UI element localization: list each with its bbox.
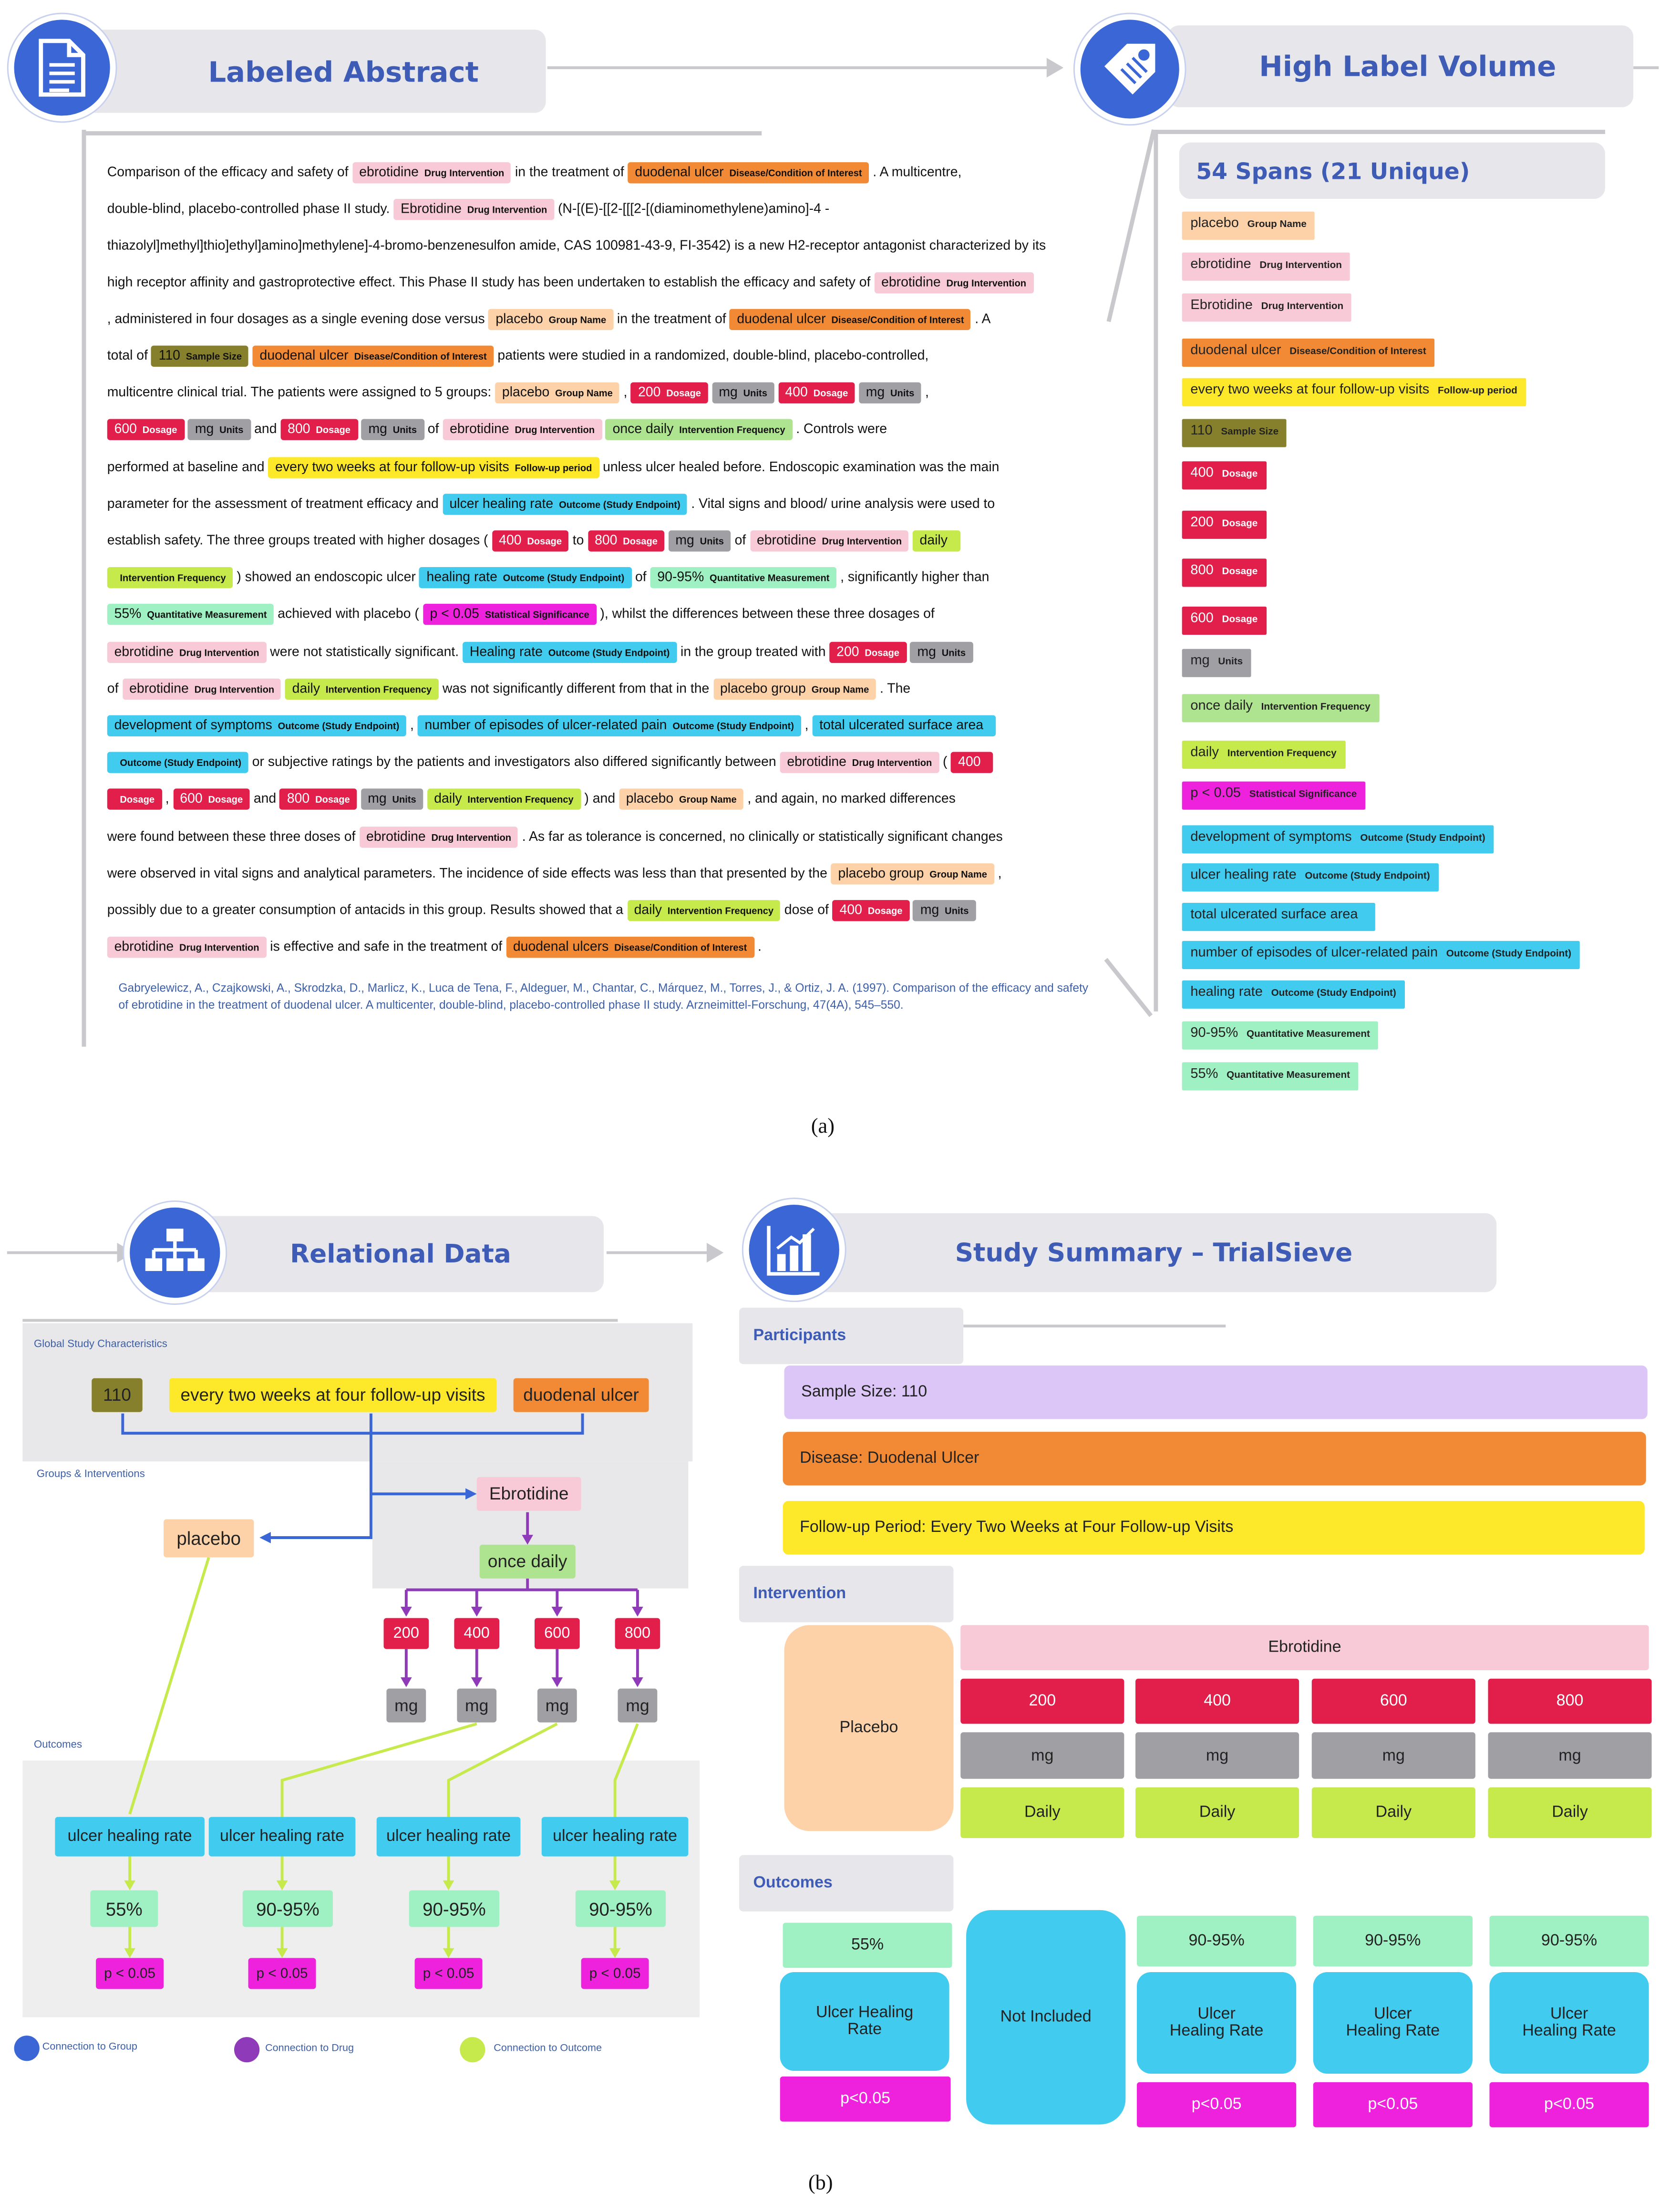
pvalue-node: p < 0.05 xyxy=(248,1958,316,1989)
span-text: number of episodes of ulcer-related pain xyxy=(1190,945,1438,961)
span-label: Dosage xyxy=(813,389,848,400)
span-text: placebo group xyxy=(720,681,806,697)
abstract-text-run: parameter for the assessment of treatment efficacy and xyxy=(107,496,443,512)
summary-dose-value: 90-95% xyxy=(1313,1916,1473,1966)
caption-b: (b) xyxy=(808,2172,833,2195)
abstract-text-run: , administered in four dosages as a single evening dose versus xyxy=(107,311,489,327)
relational-data-header: Relational Data xyxy=(197,1216,604,1292)
abstract-text-run: . The xyxy=(876,681,911,697)
caption-a: (a) xyxy=(811,1116,835,1138)
span-text: every two weeks at four follow-up visits xyxy=(275,459,509,475)
span-label: Quantitative Measurement xyxy=(147,611,267,621)
span-label: Disease/Condition of Interest xyxy=(354,352,487,363)
abstract-text-run: or subjective ratings by the patients and investigators also differed significantly between xyxy=(248,755,780,771)
abstract-text-run: , xyxy=(161,792,173,808)
abstract-text-run: were not statistically significant. xyxy=(266,644,463,660)
abstract-text-run: of xyxy=(731,533,750,549)
summary-unit: mg xyxy=(960,1732,1124,1779)
span-label: Outcome (Study Endpoint) xyxy=(548,648,670,659)
summary-frequency: Daily xyxy=(960,1788,1124,1838)
span-text: placebo xyxy=(626,792,674,808)
legend-drug: Connection to Drug xyxy=(265,2041,354,2054)
span-label: Quantitative Measurement xyxy=(1227,1070,1350,1081)
span-label: Dosage xyxy=(1222,519,1258,529)
measure-node: 90-95% xyxy=(409,1890,499,1927)
abstract-text-run: possibly due to a greater consumption of antacids in this group. Results showed that a xyxy=(107,903,627,919)
span-label: Drug Intervention xyxy=(194,685,275,695)
global-followup: every two weeks at four follow-up visits xyxy=(169,1378,496,1412)
high-label-volume-header: High Label Volume xyxy=(1168,25,1633,107)
abstract-text-run: were observed in vital signs and analytical parameters. The incidence of side effects was less than that presented by the xyxy=(107,866,831,882)
measure-node: 55% xyxy=(90,1890,158,1927)
summary-placebo-outcome: Ulcer Healing Rate xyxy=(780,1972,949,2071)
span-label: Drug Intervention xyxy=(431,833,512,843)
section-label-global: Global Study Characteristics xyxy=(33,1337,167,1350)
dose-node: 200 xyxy=(384,1618,429,1649)
abstract-text-run: achieved with placebo ( xyxy=(274,607,423,623)
abstract-text-run: establish safety. The three groups treated with higher dosages ( xyxy=(107,533,492,549)
span-label: Units xyxy=(392,796,416,806)
span-label: Intervention Frequency xyxy=(1227,749,1337,759)
span-text: placebo xyxy=(495,311,543,327)
outcomes-label: Outcomes xyxy=(739,1855,954,1912)
span-label: Outcome (Study Endpoint) xyxy=(672,722,794,733)
span-label: Dosage xyxy=(623,537,658,548)
span-text: 200 xyxy=(1190,515,1214,531)
span-text: ebrotidine xyxy=(359,165,419,181)
span-label: Drug Intervention xyxy=(1261,301,1344,312)
summary-sample-size: Sample Size: 110 xyxy=(784,1365,1648,1419)
span-text: ebrotidine xyxy=(787,755,846,771)
span-label: Drug Intervention xyxy=(946,279,1027,289)
span-label: Outcome (Study Endpoint) xyxy=(503,574,625,585)
span-text: duodenal ulcer xyxy=(635,165,724,181)
abstract-text-run: , xyxy=(619,385,631,401)
span-label: Units xyxy=(700,537,724,548)
span-label: Dosage xyxy=(315,796,350,806)
abstract-text-run: thiazolyl]methyl]thio]ethyl]amino]methylene]-4-bromo-benzenesulfon amide, CAS 100981-43-9, FI-3542) is a new H2-receptor antagonist characterized by its xyxy=(107,239,1046,255)
span-label: Follow-up period xyxy=(1438,386,1517,397)
span-label: Outcome (Study Endpoint) xyxy=(120,759,242,769)
span-text: 110 xyxy=(158,348,180,364)
span-text: development of symptoms xyxy=(114,718,272,734)
abstract-text-run: . A xyxy=(971,311,991,327)
span-label: Drug Intervention xyxy=(424,169,505,179)
span-label: Drug Intervention xyxy=(822,537,902,548)
span-text: duodenal ulcer xyxy=(1190,342,1281,359)
summary-dose-outcome: Ulcer Healing Rate xyxy=(1313,1972,1473,2074)
span-label: Dosage xyxy=(865,648,900,659)
span-label: Intervention Frequency xyxy=(1261,702,1371,713)
span-text: 800 xyxy=(1190,563,1214,579)
abstract-text-run: ( xyxy=(939,755,951,771)
abstract-text-run: in the group treated with xyxy=(677,644,830,660)
span-label: Dosage xyxy=(666,389,701,400)
span-label: Outcome (Study Endpoint) xyxy=(1446,949,1572,960)
section-label-groups: Groups & Interventions xyxy=(36,1467,145,1480)
span-label: Intervention Frequency xyxy=(120,574,226,585)
intervention-label: Intervention xyxy=(739,1566,954,1622)
span-text: ebrotidine xyxy=(1190,257,1251,272)
summary-frequency: Daily xyxy=(1488,1788,1651,1838)
span-text: ebrotidine xyxy=(756,533,816,549)
span-label: Sample Size xyxy=(186,352,242,363)
span-text: 400 xyxy=(499,533,522,549)
labeled-abstract-header: Labeled Abstract xyxy=(84,30,546,113)
span-text: ebrotidine xyxy=(114,940,174,956)
global-sample-size: 110 xyxy=(92,1378,142,1412)
span-text: mg xyxy=(675,533,694,549)
abstract-text-run: high receptor affinity and gastroprotective effect. This Phase II study has been undertaken to establish the efficacy and safety of xyxy=(107,274,875,290)
span-text: daily xyxy=(1190,744,1219,761)
section-label-outcomes: Outcomes xyxy=(33,1738,82,1751)
span-label: Dosage xyxy=(316,426,351,437)
abstract-text-run: of xyxy=(631,570,650,586)
abstract-text-run: ), whilst the differences between these three dosages of xyxy=(596,607,935,623)
span-text: 55% xyxy=(114,607,142,623)
legend-outcome: Connection to Outcome xyxy=(494,2041,602,2054)
span-text: daily xyxy=(434,792,462,808)
span-text: p < 0.05 xyxy=(430,607,479,623)
abstract-text-run: , significantly higher than xyxy=(836,570,990,586)
abstract-text-run: Comparison of the efficacy and safety of xyxy=(107,165,352,181)
measure-node: 90-95% xyxy=(576,1890,666,1927)
abstract-text-run: to xyxy=(568,533,588,549)
abstract-text-run: is effective and safe in the treatment of xyxy=(266,940,506,956)
span-label: Quantitative Measurement xyxy=(710,574,830,585)
span-text: Healing rate xyxy=(469,644,543,660)
unit-node: mg xyxy=(537,1688,577,1722)
span-label: Intervention Frequency xyxy=(467,796,574,806)
summary-followup: Follow-up Period: Every Two Weeks at Four Follow-up Visits xyxy=(783,1501,1645,1554)
span-label: Group Name xyxy=(929,870,987,880)
span-text: total ulcerated surface area xyxy=(1190,907,1358,923)
abstract-text-run: . As far as tolerance is concerned, no clinically or statistically significant changes xyxy=(518,829,1003,845)
span-text: every two weeks at four follow-up visits xyxy=(1190,382,1430,398)
span-label: Units xyxy=(890,389,915,400)
abstract-text-run: , xyxy=(801,718,813,734)
span-text: 55% xyxy=(1190,1066,1218,1082)
span-label: Drug Intervention xyxy=(179,944,259,954)
abstract-text-run: . Vital signs and blood/ urine analysis were used to xyxy=(687,496,995,512)
span-text: 400 xyxy=(958,755,981,771)
span-text: mg xyxy=(920,903,939,919)
drug-node: Ebrotidine xyxy=(477,1477,581,1511)
span-label: Outcome (Study Endpoint) xyxy=(1271,989,1396,999)
dose-node: 800 xyxy=(615,1618,660,1649)
span-text: 600 xyxy=(1190,610,1214,627)
pvalue-node: p < 0.05 xyxy=(415,1958,483,1989)
span-text: once daily xyxy=(612,422,674,438)
summary-unit: mg xyxy=(1312,1732,1475,1779)
summary-disease: Disease: Duodenal Ulcer xyxy=(783,1432,1646,1485)
summary-dose: 800 xyxy=(1488,1679,1651,1724)
span-label: Outcome (Study Endpoint) xyxy=(559,500,680,511)
span-text: ulcer healing rate xyxy=(1190,868,1297,883)
span-text: mg xyxy=(1190,653,1210,669)
span-text: duodenal ulcer xyxy=(259,348,349,364)
abstract-text-run: and xyxy=(250,422,281,438)
span-label: Intervention Frequency xyxy=(679,426,785,437)
span-label: Outcome (Study Endpoint) xyxy=(1305,871,1430,882)
citation: Gabryelewicz, A., Czajkowski, A., Skrodzka, D., Marlicz, K., Luca de Tena, F., Aldeguer, M., Chantar, C., Márquez, M., Torres, J., & Ortiz, J. A. (1997). Comparison of the efficacy and safety of ebrotidine in the treatment of duodenal ulcer. A multicenter, double-blind, placebo-controlled phase II study. Arzneimittel-Forschung, 47(4A), 545–550. xyxy=(118,980,1089,1012)
legend-dot-drug xyxy=(234,2037,259,2062)
abstract-text-run: multicentre clinical trial. The patients were assigned to 5 groups: xyxy=(107,385,495,401)
pvalue-node: p < 0.05 xyxy=(581,1958,649,1989)
span-text: 800 xyxy=(288,422,310,438)
abstract-text-run: were found between these three doses of xyxy=(107,829,360,845)
span-text: number of episodes of ulcer-related pain xyxy=(424,718,667,734)
span-label: Drug Intervention xyxy=(515,426,595,437)
span-text: 800 xyxy=(595,533,618,549)
global-disease: duodenal ulcer xyxy=(514,1378,649,1412)
summary-dose-value: 90-95% xyxy=(1489,1916,1649,1966)
abstract-text-run: patients were studied in a randomized, double-blind, placebo-controlled, xyxy=(494,348,929,364)
span-label: Dosage xyxy=(867,907,903,917)
measure-node: 90-95% xyxy=(243,1890,333,1927)
abstract-text-run: , and again, no marked differences xyxy=(743,792,956,808)
summary-dose-outcome: Ulcer Healing Rate xyxy=(1137,1972,1296,2074)
span-label: Drug Intervention xyxy=(467,206,547,217)
abstract-text-run: (N-[(E)-[[2-[[[2-[(diaminomethylene)amino]-4 - xyxy=(554,202,830,218)
frequency-node: once daily xyxy=(480,1545,576,1579)
span-text: daily xyxy=(292,681,320,697)
summary-dose-p: p<0.05 xyxy=(1313,2082,1473,2128)
span-label: Statistical Significance xyxy=(485,611,589,621)
span-label: Units xyxy=(945,907,969,917)
summary-placebo-p: p<0.05 xyxy=(780,2077,951,2122)
summary-unit: mg xyxy=(1135,1732,1299,1779)
span-text: ebrotidine xyxy=(881,274,941,290)
span-text: mg xyxy=(917,644,936,660)
span-text: daily xyxy=(634,903,662,919)
span-text: mg xyxy=(866,385,885,401)
span-label: Units xyxy=(941,648,966,659)
abstract-text-run: performed at baseline and xyxy=(107,459,268,475)
span-text: ebrotidine xyxy=(366,829,426,845)
span-text: p < 0.05 xyxy=(1190,786,1241,802)
span-label: Units xyxy=(392,426,417,437)
summary-drug: Ebrotidine xyxy=(960,1625,1649,1670)
span-text: healing rate xyxy=(426,570,497,586)
summary-dose-p: p<0.05 xyxy=(1489,2082,1649,2128)
outcome-node: ulcer healing rate xyxy=(377,1817,521,1857)
span-text: 400 xyxy=(785,385,808,401)
span-text: 400 xyxy=(1190,465,1214,481)
unit-node: mg xyxy=(618,1688,658,1722)
abstract-text-run: , xyxy=(406,718,418,734)
span-label: Outcome (Study Endpoint) xyxy=(278,722,400,733)
abstract-text-run: ) and xyxy=(580,792,619,808)
summary-frequency: Daily xyxy=(1135,1788,1299,1838)
span-text: placebo group xyxy=(838,866,924,882)
abstract-text-run: and xyxy=(249,792,280,808)
span-text: duodenal ulcer xyxy=(737,311,826,327)
span-text: 90-95% xyxy=(1190,1025,1238,1041)
span-label: Dosage xyxy=(1222,567,1258,577)
span-text: 600 xyxy=(114,422,137,438)
summary-unit: mg xyxy=(1488,1732,1651,1779)
abstract-text-run: total of xyxy=(107,348,152,364)
span-label: Intervention Frequency xyxy=(667,907,774,917)
span-text: 800 xyxy=(287,792,310,808)
summary-dose-value: 90-95% xyxy=(1137,1916,1296,1966)
span-text: mg xyxy=(195,422,214,438)
span-label: Dosage xyxy=(142,426,177,437)
summary-placebo-value: 55% xyxy=(783,1923,952,1968)
span-label: Units xyxy=(743,389,767,400)
span-text: placebo xyxy=(502,385,550,401)
summary-not-included: Not Included xyxy=(966,1910,1125,2125)
span-label: Dosage xyxy=(527,537,562,548)
span-text: ebrotidine xyxy=(129,681,189,697)
span-text: Ebrotidine xyxy=(1190,298,1253,313)
span-text: 110 xyxy=(1190,423,1213,439)
summary-dose-outcome: Ulcer Healing Rate xyxy=(1489,1972,1649,2074)
span-text: development of symptoms xyxy=(1190,829,1352,845)
abstract-text-run: double-blind, placebo-controlled phase II study. xyxy=(107,202,394,218)
summary-frequency: Daily xyxy=(1312,1788,1475,1838)
span-label: Intervention Frequency xyxy=(325,685,432,695)
span-text: once daily xyxy=(1190,698,1253,714)
participants-label: Participants xyxy=(739,1308,963,1364)
abstract-text-run: of xyxy=(423,422,443,438)
span-label: Dosage xyxy=(1222,615,1258,625)
span-text: placebo xyxy=(1190,216,1239,232)
span-text: ulcer healing rate xyxy=(449,496,554,512)
span-label: Dosage xyxy=(208,796,243,806)
span-label: Dosage xyxy=(120,796,155,806)
span-label: Drug Intervention xyxy=(852,759,932,769)
pvalue-node: p < 0.05 xyxy=(96,1958,164,1989)
abstract-text-run: unless ulcer healed before. Endoscopic examination was the main xyxy=(599,459,1000,475)
unit-node: mg xyxy=(457,1688,496,1722)
span-label: Drug Intervention xyxy=(179,648,259,659)
abstract-text-run: , xyxy=(921,385,929,401)
abstract-text-run: ) showed an endoscopic ulcer xyxy=(233,570,420,586)
span-text: 200 xyxy=(836,644,859,660)
span-label: Dosage xyxy=(1222,469,1258,480)
span-label: Disease/Condition of Interest xyxy=(831,315,964,326)
legend-group: Connection to Group xyxy=(42,2039,137,2053)
abstract-text-run: in the treatment of xyxy=(511,165,628,181)
outcome-node: ulcer healing rate xyxy=(55,1817,205,1857)
span-label: Disease/Condition of Interest xyxy=(729,169,862,179)
placebo-node: placebo xyxy=(164,1519,254,1558)
summary-placebo: Placebo xyxy=(784,1625,954,1831)
study-summary-header: Study Summary – TrialSieve xyxy=(811,1213,1496,1292)
span-text: duodenal ulcers xyxy=(513,940,609,956)
legend-dot-outcome xyxy=(460,2037,485,2062)
span-text: daily xyxy=(919,533,948,549)
outcome-node: ulcer healing rate xyxy=(542,1817,689,1857)
span-label: Sample Size xyxy=(1221,427,1279,437)
span-count-header: 54 Spans (21 Unique) xyxy=(1179,143,1605,199)
span-label: Group Name xyxy=(679,796,737,806)
span-text: ebrotidine xyxy=(114,644,174,660)
abstract-text-run: . A multicentre, xyxy=(869,165,962,181)
span-label: Outcome (Study Endpoint) xyxy=(1360,834,1485,844)
span-label: Drug Intervention xyxy=(1259,261,1342,271)
summary-dose: 200 xyxy=(960,1679,1124,1724)
outcome-node: ulcer healing rate xyxy=(209,1817,356,1857)
span-text: mg xyxy=(719,385,738,401)
span-label: Statistical Significance xyxy=(1249,790,1357,800)
span-text: 600 xyxy=(180,792,203,808)
abstract-text-run: . xyxy=(754,940,762,956)
span-label: Group Name xyxy=(555,389,613,400)
summary-dose-p: p<0.05 xyxy=(1137,2082,1296,2128)
span-text: total ulcerated surface area xyxy=(819,718,984,734)
span-label: Follow-up period xyxy=(515,464,592,474)
span-text: 400 xyxy=(839,903,862,919)
summary-dose: 400 xyxy=(1135,1679,1299,1724)
span-label: Group Name xyxy=(1247,220,1307,230)
frame-line xyxy=(963,1324,1226,1327)
span-text: 90-95% xyxy=(657,570,704,586)
dose-node: 600 xyxy=(535,1618,580,1649)
abstract-text-run: . Controls were xyxy=(792,422,887,438)
span-label: Units xyxy=(219,426,244,437)
dose-node: 400 xyxy=(454,1618,499,1649)
span-label: Group Name xyxy=(811,685,869,695)
span-text: mg xyxy=(368,422,387,438)
unit-node: mg xyxy=(386,1688,426,1722)
abstract-text-run: dose of xyxy=(780,903,833,919)
span-text: healing rate xyxy=(1190,984,1263,1001)
span-text: 200 xyxy=(638,385,661,401)
abstract-text-run: was not significantly different from that in the xyxy=(439,681,713,697)
span-label: Quantitative Measurement xyxy=(1247,1030,1370,1040)
abstract-text-run: , xyxy=(994,866,1002,882)
span-text: mg xyxy=(368,792,387,808)
summary-dose: 600 xyxy=(1312,1679,1475,1724)
abstract-text-run: of xyxy=(107,681,123,697)
legend-dot-group xyxy=(14,2036,40,2061)
span-label: Disease/Condition of Interest xyxy=(1289,347,1426,357)
abstract-text-run: in the treatment of xyxy=(613,311,730,327)
span-text: Ebrotidine xyxy=(401,202,462,218)
span-label: Units xyxy=(1218,657,1243,668)
span-label: Disease/Condition of Interest xyxy=(614,944,747,954)
span-label: Group Name xyxy=(548,315,607,326)
span-text: ebrotidine xyxy=(450,422,509,438)
